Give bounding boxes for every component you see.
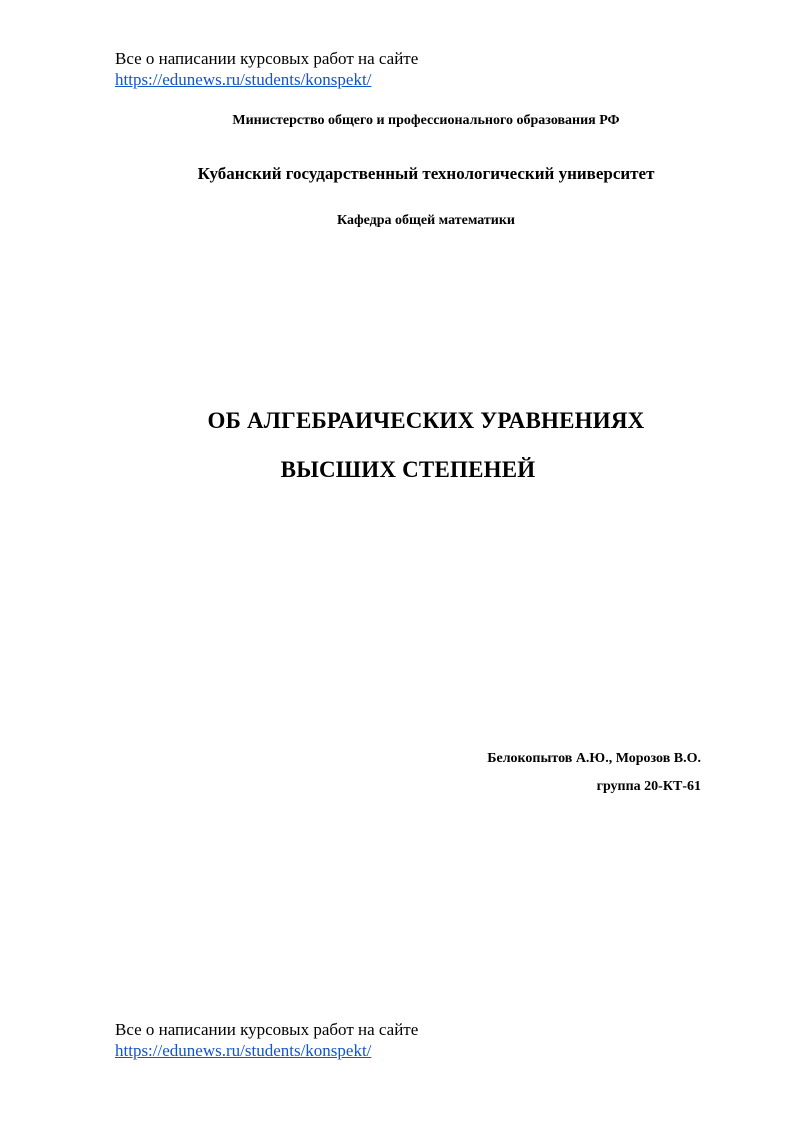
footer-note [115,1019,418,1061]
document-title-line-2: ВЫСШИХ СТЕПЕНЕЙ [280,457,536,482]
document-title-line-1: ОБ АЛГЕБРАИЧЕСКИХ УРАВНЕНИЯХ [207,408,645,433]
authors: Белокопытов А.Ю., Морозов В.О. [487,751,701,766]
department-name: Кафедра общей математики [337,213,515,228]
student-group: группа 20-КТ-61 [596,779,701,794]
university-name: Кубанский государственный технологический университет [197,164,655,183]
ministry-name: Министерство общего и профессионального образования РФ [232,113,620,128]
footer-note-text: Все о написании курсовых работ на сайте [115,1020,419,1039]
header-site-link[interactable]: https://edunews.ru/students/konspekt/ [115,70,372,89]
footer-site-link[interactable]: https://edunews.ru/students/konspekt/ [115,1041,372,1060]
header-note [115,48,418,90]
header-note-text: Все о написании курсовых работ на сайте [115,49,419,68]
